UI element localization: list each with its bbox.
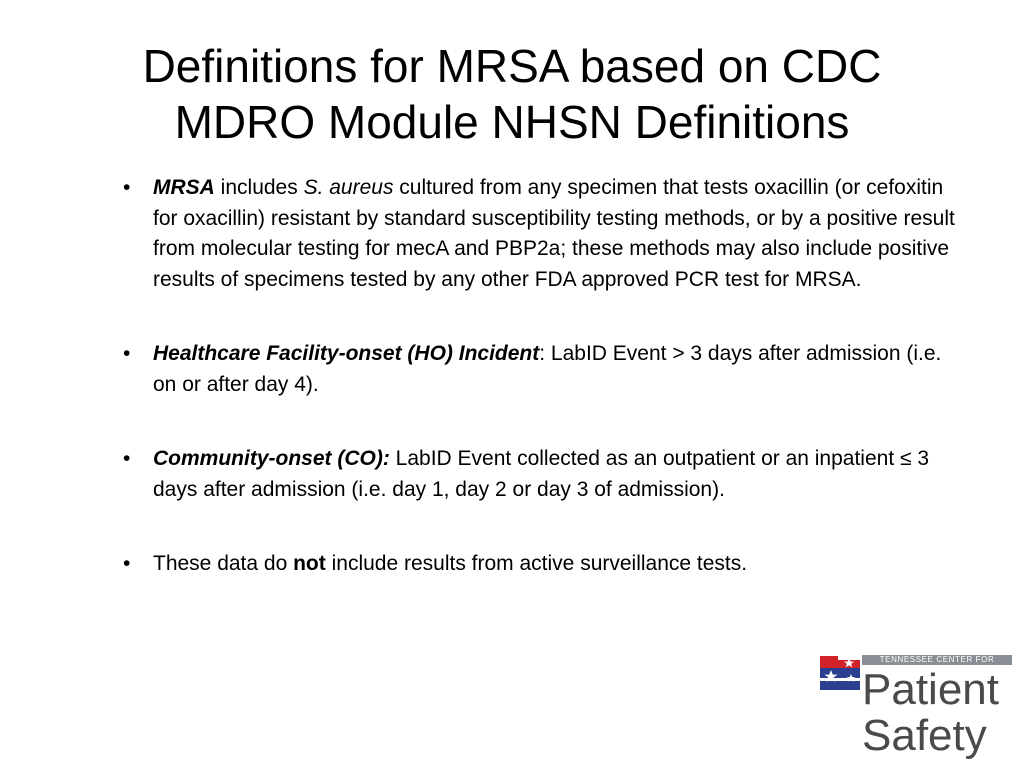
term-ho-incident: Healthcare Facility-onset (HO) Incident — [153, 342, 540, 365]
species-name: S. aureus — [303, 176, 394, 199]
bullet-text: include results from active surveillance tests. — [325, 552, 748, 575]
logo-word-patient: Patient — [862, 665, 999, 714]
tennessee-flag-stars-icon — [818, 654, 862, 692]
bullet-list — [118, 173, 968, 624]
bullet-text: cultured from any specimen that tests oxacillin (or cefoxitin for oxacillin) resistant by standard susceptibility testing methods, or by a positive result from molecular testing for mecA and PBP2a; these methods may also include positive results of specimens tested by any other FDA approved PCR test for MRSA. — [153, 176, 955, 291]
bullet-text: These data do — [153, 552, 294, 575]
slide-title — [40, 38, 984, 150]
bullet-ho-definition — [118, 339, 968, 400]
bullet-text: : LabID Event > 3 days after admission (i.e. on or after day 4). — [153, 342, 942, 396]
bullet-marker: • — [123, 447, 131, 470]
logo-banner: TENNESSEE CENTER FOR — [862, 655, 1012, 665]
slide-title-line-1: Definitions for MRSA based on CDC — [142, 40, 882, 92]
bullet-marker: • — [123, 342, 131, 365]
term-community-onset: Community-onset (CO): — [153, 447, 390, 470]
logo-word-safety: Safety — [862, 711, 987, 760]
term-mrsa: MRSA — [153, 176, 215, 199]
slide-title-line-2: MDRO Module NHSN Definitions — [174, 96, 850, 148]
tennessee-center-patient-safety-logo — [814, 652, 1012, 764]
bullet-text: includes — [214, 176, 304, 199]
bullet-marker: • — [123, 176, 131, 199]
emphasis-not: not — [293, 552, 326, 575]
bullet-text: LabID Event collected as an outpatient or an inpatient ≤ 3 days after admission (i.e. day 1, day 2 or day 3 of admission). — [153, 447, 930, 501]
bullet-co-definition — [118, 444, 968, 505]
bullet-surveillance-note — [118, 549, 968, 580]
bullet-mrsa-definition — [118, 173, 968, 295]
bullet-marker: • — [123, 552, 131, 575]
